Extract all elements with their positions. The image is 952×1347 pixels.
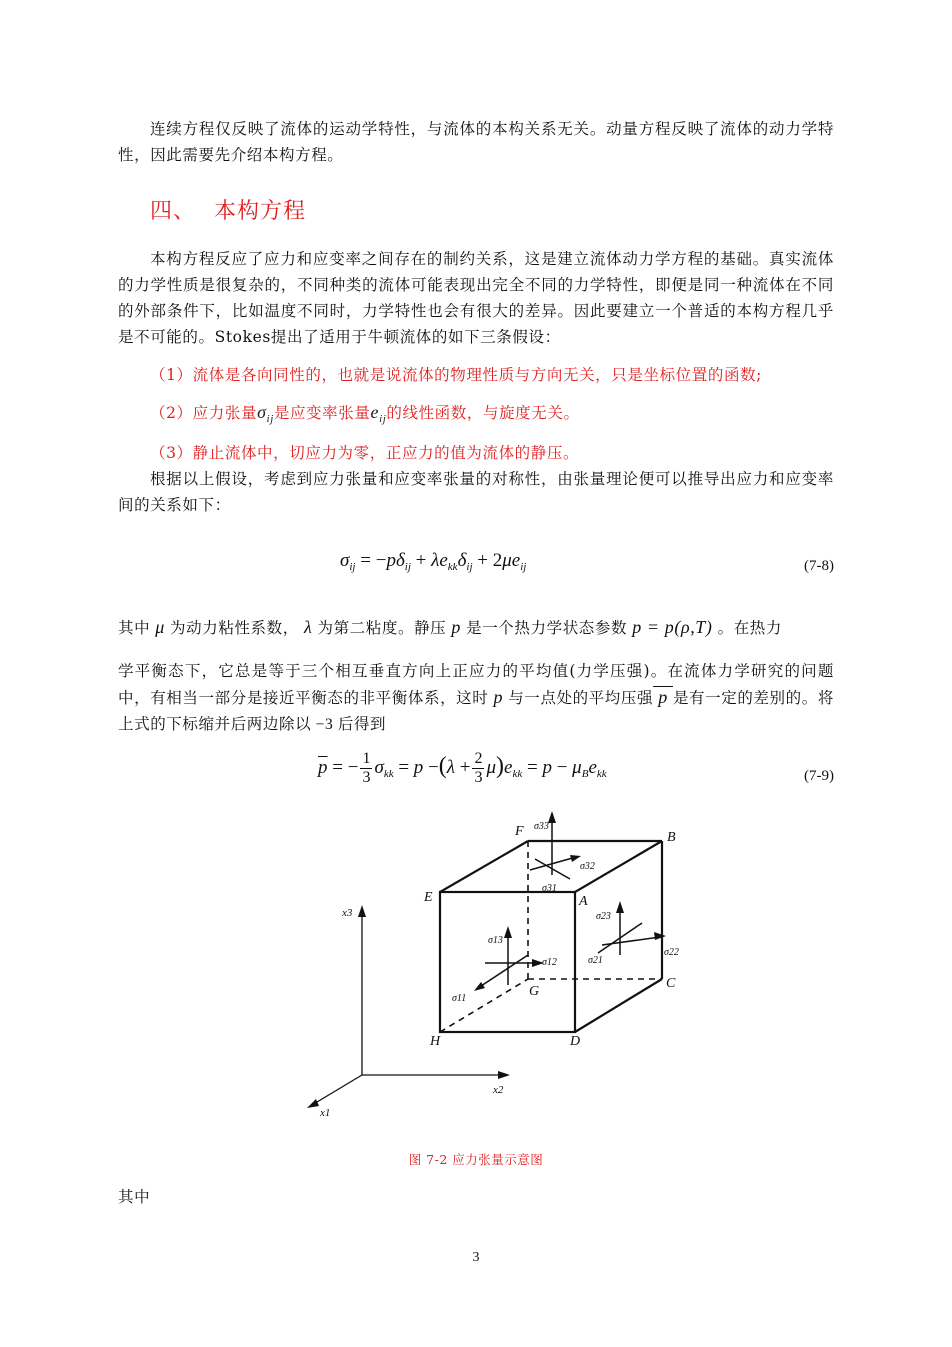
vertex-label-c: C (666, 976, 676, 991)
equation-7-9 (118, 750, 834, 790)
page-number: 3 (472, 1250, 480, 1265)
equation-7-9-body: $\overline{p}$ = − $\frac{1}{3}$ $\sigma_{kk} = p -(\lambda$ + $\frac{2}{3}$ $\mu)e_{kk} = p - \mu_Be_{kk}$ (318, 750, 607, 786)
cube-edge-ef (440, 841, 528, 892)
paragraph-where: 其中 (118, 1188, 151, 1206)
vertex-label-g: G (529, 984, 540, 999)
paragraph-mechanical-pressure (118, 658, 834, 738)
stress-label-sigma21: σ21 (588, 955, 603, 966)
assumption-1: （1）流体是各向同性的，也就是说流体的物理性质与方向无关，只是坐标位置的函数; (150, 366, 762, 384)
vertex-label-d: D (570, 1034, 581, 1049)
para5-a: 学平衡态下，它总是等于三个相互垂直方向上正应力的平均值(力学压强)。在流体力学研究的问题中，有相当一部分是接近平衡态的非平衡体系，这时 (118, 662, 834, 707)
stress-label-sigma11: σ11 (452, 993, 467, 1004)
e-ij-symbol: $e_{ij}$ (370, 402, 387, 425)
stress-label-sigma12: σ12 (542, 957, 557, 968)
p-symbol-2: p (488, 687, 509, 707)
assumption-2-part-b: 是应变率张量 (273, 404, 371, 422)
stress-label-sigma13: σ13 (488, 935, 503, 946)
stress-label-sigma22: σ22 (664, 947, 679, 958)
para4-d: 是一个热力学状态参数 (466, 619, 628, 637)
para5-b: 与一点处的平均压强 (508, 689, 654, 707)
stress-label-sigma31: σ31 (542, 883, 557, 894)
sigma-ij-symbol: $\sigma_{ij}$ (257, 402, 274, 425)
sigma22-arrowhead (654, 932, 666, 940)
para4-c: 为第二粘度。静压 (317, 619, 447, 637)
x2-arrowhead (498, 1071, 510, 1079)
paragraph-continuity: 连续方程仅反映了流体的运动学特性，与流体的本构关系无关。动量方程反映了流体的动力学特性，因此需要先介绍本构方程。 (118, 120, 834, 164)
vertex-label-h: H (430, 1034, 441, 1049)
para4-e: 。在热力 (717, 619, 783, 637)
x1-axis (312, 1075, 362, 1105)
sigma13-arrowhead (504, 926, 512, 938)
sigma23-arrowhead (616, 901, 624, 913)
axis-label-x2: x2 (493, 1084, 504, 1096)
x1-arrowhead (307, 1099, 319, 1108)
axis-label-x1: x1 (320, 1107, 331, 1119)
para5-d: 后得到 (337, 715, 387, 733)
assumption-2 (150, 399, 580, 432)
section-title: 本构方程 (214, 199, 307, 224)
section-heading (150, 194, 306, 225)
vertex-label-b: B (667, 830, 676, 845)
section-number: 四、 (150, 199, 197, 224)
para5-c: 是有一定的差别的。将上式的下标缩并后两边除以 (118, 689, 834, 733)
para4-b: 为动力粘性系数， (170, 619, 299, 637)
paragraph-constitutive-intro: 本构方程反应了应力和应变率之间存在的制约关系，这是建立流体动力学方程的基础。真实流体的力学性质是很复杂的，不同种类的流体可能表现出完全不同的力学特性，即便是同一种流体在不同的外部条件下，比如温度不同时，力学特性也会有很大的差异。因此要建立一个普适的本构方程几乎是不可能的。Stokes提出了适用于牛顿流体的如下三条假设： (118, 250, 834, 346)
state-equation: p = p(ρ,T) (627, 617, 718, 637)
vertex-label-e: E (424, 890, 433, 905)
lambda-symbol: λ (298, 617, 318, 637)
assumption-2-part-a: （2）应力张量 (150, 404, 258, 422)
minus-three: −3 (311, 716, 338, 733)
stress-label-sigma23: σ23 (596, 911, 611, 922)
stress-label-sigma32: σ32 (580, 861, 595, 872)
paragraph-derivation: 根据以上假设，考虑到应力张量和应变率张量的对称性，由张量理论便可以推导出应力和应变率间的关系如下： (118, 470, 834, 514)
para4-a: 其中 (118, 619, 151, 637)
assumption-2-part-c: 的线性函数，与旋度无关。 (386, 404, 580, 422)
equation-7-8-body: $\sigma_{ij} = -p\delta_{ij} + \lambda e_{kk}\delta_{ij} + 2\mu e_{ij}$ (340, 550, 527, 573)
sigma32-arrow (530, 857, 576, 870)
sigma11-arrow (478, 955, 528, 988)
stress-label-sigma33: σ33 (534, 821, 549, 832)
vertex-label-f: F (515, 824, 524, 839)
figure-caption: 图 7-2 应力张量示意图 (408, 1152, 544, 1167)
sigma33-arrowhead (548, 811, 556, 823)
sigma11-arrowhead (474, 982, 485, 991)
assumption-3: （3）静止流体中，切应力为零，正应力的值为流体的静压。 (150, 444, 580, 462)
stress-tensor-figure (280, 805, 700, 1135)
equation-7-8 (118, 550, 834, 590)
mu-symbol: μ (150, 617, 171, 637)
p-symbol: p (446, 617, 467, 637)
x3-arrowhead (358, 905, 366, 917)
cube-edge-dc (575, 979, 662, 1032)
paragraph-parameters (118, 614, 834, 641)
equation-7-8-tag: (7-8) (804, 558, 834, 574)
vertex-label-a: A (579, 894, 588, 909)
equation-7-9-tag: (7-9) (804, 768, 834, 784)
p-bar-symbol: p (653, 687, 673, 707)
axis-label-x3: x3 (342, 907, 353, 919)
